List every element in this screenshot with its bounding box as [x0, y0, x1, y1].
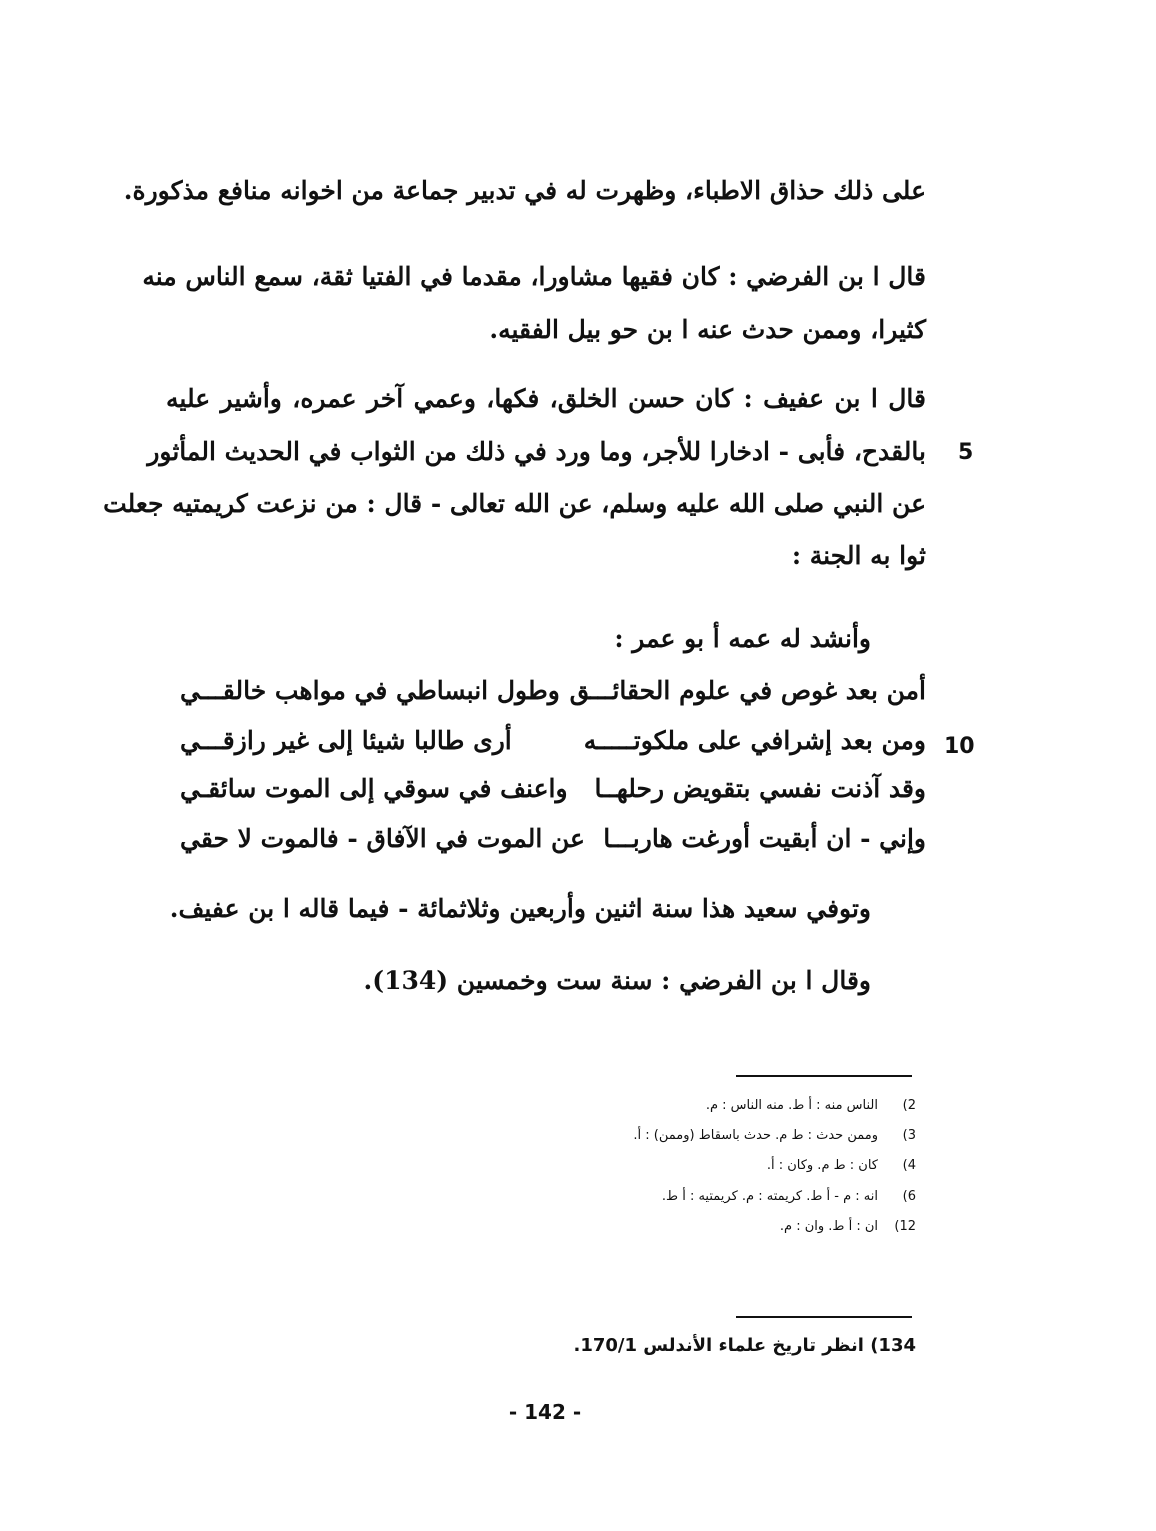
notes-divider	[736, 1075, 912, 1077]
variant-note-number: 4)	[902, 1158, 916, 1173]
variant-note	[416, 1219, 916, 1243]
verse-second-hemistich: عن الموت في الآفاق - فالموت لا حقي	[180, 824, 585, 853]
verse-row	[180, 676, 926, 716]
verse-second-hemistich: وطول انبساطي في مواهب خالقـــي	[180, 676, 560, 705]
page-number: - 142 -	[508, 1400, 582, 1424]
poem-intro: وأنشد له عمه أ بو عمر :	[614, 624, 871, 653]
opening-line: على ذلك حذاق الاطباء، وظهرت له في تدبير جماعة من اخوانه منافع مذكورة.	[123, 176, 926, 205]
verse-row	[180, 824, 926, 864]
ibn-faradi-line-2: كثيرا، وممن حدث عنه ا بن حو بيل الفقيه.	[489, 315, 926, 344]
variant-note-text: الناس منه : أ ط. منه الناس : م.	[705, 1098, 878, 1113]
variant-note-text: كان : ط م. وكان : أ.	[766, 1158, 878, 1173]
verse-second-hemistich: واعنف في سوقي إلى الموت سائقـي	[180, 774, 568, 803]
line-number-5: 5	[958, 440, 974, 465]
variant-note	[416, 1158, 916, 1182]
verse-row	[180, 726, 926, 766]
ibn-afif-line-1: قال ا بن عفيف : كان حسن الخلق، فكها، وعمي آخر عمره، وأشير عليه	[166, 384, 926, 413]
variant-note-number: 12)	[894, 1219, 916, 1234]
verse-first-hemistich: ومن بعد إشرافي على ملكوتـــــه	[583, 726, 926, 755]
variant-note-text: وممن حدث : ط م. حدث باسقاط (وممن) : أ.	[633, 1128, 878, 1143]
footnote-divider	[736, 1316, 912, 1318]
footnote-134: 134) انظر تاريخ علماء الأندلس 170/1.	[573, 1335, 916, 1356]
variant-note	[416, 1098, 916, 1122]
ibn-afif-line-4: ثوا به الجنة :	[791, 541, 926, 570]
verse-first-hemistich: وإني - ان أبقيت أورغت هاربـــا	[603, 824, 926, 853]
ibn-afif-line-3: عن النبي صلى الله عليه وسلم، عن الله تعالى - قال : من نزعت كريمتيه جعلت	[103, 489, 926, 518]
ibn-faradi-line-1: قال ا بن الفرضي : كان فقيها مشاورا، مقدما في الفتيا ثقة، سمع الناس منه	[142, 262, 926, 291]
variant-note-number: 3)	[902, 1128, 916, 1143]
verse-second-hemistich: أرى طالبا شيئا إلى غير رازقـــي	[180, 726, 512, 755]
variant-note-text: انه : م - أ ط. كريمته : م. كريمتيه : أ ط.	[661, 1189, 878, 1204]
ibn-afif-line-2: بالقدح، فأبى - ادخارا للأجر، وما ورد في ذلك من الثواب في الحديث المأثور	[147, 437, 926, 466]
verse-row	[180, 774, 926, 814]
variant-note	[416, 1189, 916, 1213]
line-number-10: 10	[944, 734, 975, 759]
death-note: وتوفي سعيد هذا سنة اثنين وأربعين وثلاثمائة - فيما قاله ا بن عفيف.	[169, 894, 871, 923]
verse-first-hemistich: وقد آذنت نفسي بتقويض رحلهــا	[594, 774, 926, 803]
variant-note	[416, 1128, 916, 1152]
variant-note-text: ان : أ ط. وان : م.	[779, 1219, 878, 1234]
variant-note-number: 2)	[902, 1098, 916, 1113]
variant-note-number: 6)	[902, 1189, 916, 1204]
verse-first-hemistich: أمن بعد غوص في علوم الحقائـــق	[569, 676, 926, 705]
ibn-faradi-date: وقال ا بن الفرضي : سنة ست وخمسين (134).	[363, 966, 871, 995]
